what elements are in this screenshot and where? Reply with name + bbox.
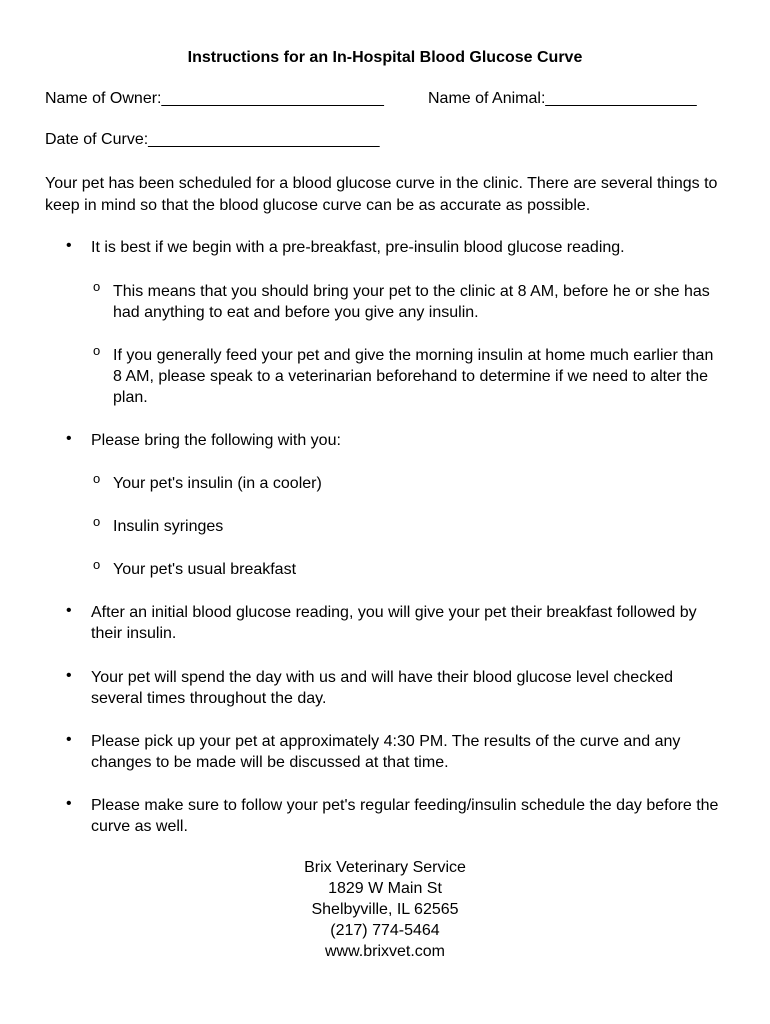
curve-date-field: Date of Curve:__________________________ (45, 131, 380, 148)
bullet-text: Your pet will spend the day with us and will have their blood glucose level checked several times throughout the day. (91, 669, 673, 707)
animal-name-field: Name of Animal:_________________ (428, 90, 697, 107)
clinic-name: Brix Veterinary Service (304, 859, 466, 876)
owner-name-field: Name of Owner:_________________________ (45, 90, 384, 107)
bullet-mark: • (66, 667, 72, 684)
bullet-text: Please pick up your pet at approximately 4:30 PM. The results of the curve and any changes to be made will be discussed at that time. (91, 733, 681, 771)
clinic-website: www.brixvet.com (324, 943, 446, 960)
clinic-phone: (217) 774-5464 (330, 922, 440, 939)
clinic-address (0, 857, 770, 962)
sub-bullet-mark: o (93, 557, 101, 572)
bullet-mark: • (66, 731, 72, 748)
sub-bullet-mark: o (93, 279, 101, 294)
sub-bullet-mark: o (93, 514, 101, 529)
sub-bullet-text: This means that you should bring your pet to the clinic at 8 AM, before he or she has had anything to eat and before you give any insulin. (113, 283, 710, 321)
clinic-city: Shelbyville, IL 62565 (311, 901, 459, 918)
intro-paragraph: Your pet has been scheduled for a blood glucose curve in the clinic. There are several things to keep in mind so that the blood glucose curve can be as accurate as possible. (45, 175, 718, 214)
sub-bullet-mark: o (93, 343, 101, 358)
bullet-text: It is best if we begin with a pre-breakfast, pre-insulin blood glucose reading. (91, 239, 625, 256)
bullet-text: After an initial blood glucose reading, you will give your pet their breakfast followed by their insulin. (91, 604, 697, 642)
sub-bullet-text: Your pet's insulin (in a cooler) (113, 475, 322, 492)
page-title: Instructions for an In-Hospital Blood Glucose Curve (187, 49, 583, 66)
sub-bullet-text: If you generally feed your pet and give the morning insulin at home much earlier than 8 AM, please speak to a veterinarian beforehand to determine if we need to alter the plan. (113, 347, 714, 406)
sub-bullet-mark: o (93, 471, 101, 486)
bullet-mark: • (66, 795, 72, 812)
bullet-text: Please make sure to follow your pet's regular feeding/insulin schedule the day before the curve as well. (91, 797, 719, 835)
bullet-mark: • (66, 430, 72, 447)
bullet-mark: • (66, 237, 72, 254)
sub-bullet-text: Your pet's usual breakfast (113, 561, 297, 578)
clinic-street: 1829 W Main St (328, 880, 442, 897)
bullet-mark: • (66, 602, 72, 619)
bullet-text: Please bring the following with you: (91, 432, 341, 449)
sub-bullet-text: Insulin syringes (113, 518, 224, 535)
